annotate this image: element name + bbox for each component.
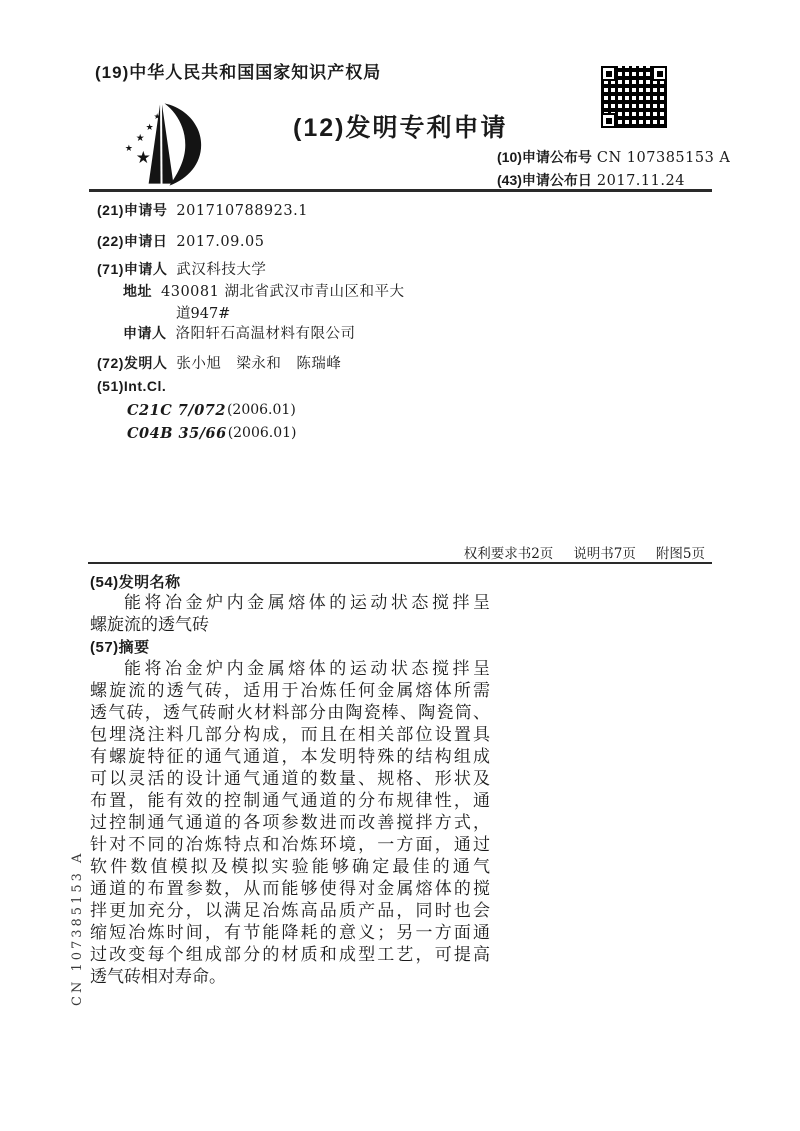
intcl-code: C21C 7/072 bbox=[127, 402, 226, 419]
svg-text:★: ★ bbox=[135, 133, 145, 145]
publication-number-value: CN 107385153 A bbox=[596, 150, 731, 166]
abstract-line: 通道的布置参数，从而能够使得对金属熔体的搅 bbox=[90, 879, 490, 899]
intcl-version: (2006.01) bbox=[227, 425, 297, 441]
application-date-label: (22)申请日 bbox=[97, 233, 168, 249]
pages-info bbox=[464, 542, 705, 562]
abstract-line: 布置，能有效的控制通气通道的分布规律性，通 bbox=[90, 791, 490, 811]
abstract-line: 软件数值模拟及模拟实验能够确定最佳的通气 bbox=[90, 857, 490, 877]
abstract-line: 透气砖相对寿命。 bbox=[90, 967, 226, 987]
header-divider bbox=[89, 189, 712, 192]
application-number-value: 201710788923.1 bbox=[176, 203, 308, 219]
abstract-line: 拌更加充分，以满足冶炼高品质产品，同时也会 bbox=[90, 901, 490, 921]
abstract-line: 有螺旋特征的通气通道，本发明特殊的结构组成 bbox=[90, 747, 490, 767]
vertical-publication-number: CN 107385153 A bbox=[70, 850, 85, 1006]
svg-text:★: ★ bbox=[124, 143, 133, 154]
address-value-line2: 道947# bbox=[176, 306, 231, 322]
intcl-code: C04B 35/66 bbox=[127, 425, 227, 442]
address-value-line1: 430081 湖北省武汉市青山区和平大 bbox=[161, 284, 405, 300]
qr-code bbox=[601, 66, 667, 128]
abstract-line: 针对不同的冶炼特点和冶炼环境，一方面，通过 bbox=[90, 835, 490, 855]
cnipa-logo-icon bbox=[112, 100, 216, 188]
publication-date-label: (43)申请公布日 bbox=[497, 172, 592, 188]
inventors-value: 张小旭 梁永和 陈瑞峰 bbox=[176, 356, 342, 372]
publication-date-row bbox=[497, 170, 685, 190]
svg-text:★: ★ bbox=[145, 123, 154, 134]
cnipa-logo-graphic bbox=[112, 100, 216, 188]
abstract-line: 螺旋流的透气砖，适用于冶炼任何金属熔体所需 bbox=[90, 681, 490, 701]
invention-title-line: 能将冶金炉内金属熔体的运动状态搅拌呈 bbox=[124, 593, 490, 613]
applicant-value: 武汉科技大学 bbox=[176, 262, 267, 278]
publication-number-label: (10)申请公布号 bbox=[497, 149, 592, 165]
applicant2-value: 洛阳轩石高温材料有限公司 bbox=[175, 326, 356, 342]
abstract-line: 缩短冶炼时间，有节能降耗的意义；另一方面通 bbox=[90, 923, 490, 943]
applicant2-label: 申请人 bbox=[123, 325, 167, 341]
applicant-label: (71)申请人 bbox=[97, 261, 168, 277]
intcl-version: (2006.01) bbox=[226, 402, 296, 418]
invention-title-line: 螺旋流的透气砖 bbox=[90, 615, 209, 635]
authority-name: (19)中华人民共和国国家知识产权局 bbox=[95, 63, 382, 82]
application-date-row bbox=[97, 231, 264, 251]
intcl-entry bbox=[127, 425, 297, 442]
abstract-line: 包埋浇注料几部分构成，而且在相关部位设置具 bbox=[90, 725, 490, 745]
intcl-label: (51)Int.Cl. bbox=[97, 378, 167, 394]
inventors-label: (72)发明人 bbox=[97, 355, 168, 371]
application-date-value: 2017.09.05 bbox=[176, 234, 265, 250]
address-row bbox=[123, 280, 404, 301]
applicant-row bbox=[97, 258, 266, 279]
applicant2-row bbox=[123, 322, 356, 343]
qr-finder-icon bbox=[601, 113, 616, 128]
drawings-pages: 附图5页 bbox=[655, 546, 705, 562]
intcl-row bbox=[97, 378, 166, 394]
description-pages: 说明书7页 bbox=[573, 546, 636, 562]
abstract-line: 能将冶金炉内金属熔体的运动状态搅拌呈 bbox=[124, 659, 490, 679]
qr-finder-icon bbox=[601, 66, 616, 81]
svg-text:★: ★ bbox=[153, 112, 161, 122]
inventors-row bbox=[97, 352, 341, 373]
document-type-title: (12)发明专利申请 bbox=[293, 114, 508, 142]
abstract-text bbox=[90, 658, 490, 988]
pages-divider bbox=[88, 562, 712, 564]
svg-text:★: ★ bbox=[135, 146, 151, 167]
invention-title bbox=[90, 592, 490, 636]
abstract-line: 可以灵活的设计通气通道的数量、规格、形状及 bbox=[90, 769, 490, 789]
publication-date-value: 2017.11.24 bbox=[596, 173, 685, 189]
abstract-line: 过控制通气通道的各项参数进而改善搅拌方式， bbox=[90, 813, 490, 833]
qr-finder-icon bbox=[652, 66, 667, 81]
abstract-line: 透气砖，透气砖耐火材料部分由陶瓷棒、陶瓷筒、 bbox=[90, 703, 490, 723]
publication-number-row bbox=[497, 147, 730, 167]
title-section-label: (54)发明名称 bbox=[90, 574, 181, 591]
application-number-label: (21)申请号 bbox=[97, 202, 168, 218]
address-label: 地址 bbox=[123, 283, 152, 299]
claims-pages: 权利要求书2页 bbox=[463, 546, 554, 562]
abstract-section-label: (57)摘要 bbox=[90, 639, 150, 656]
abstract-line: 过改变每个组成部分的材质和成型工艺，可提高 bbox=[90, 945, 490, 965]
intcl-entry bbox=[127, 402, 296, 419]
application-number-row bbox=[97, 200, 308, 220]
